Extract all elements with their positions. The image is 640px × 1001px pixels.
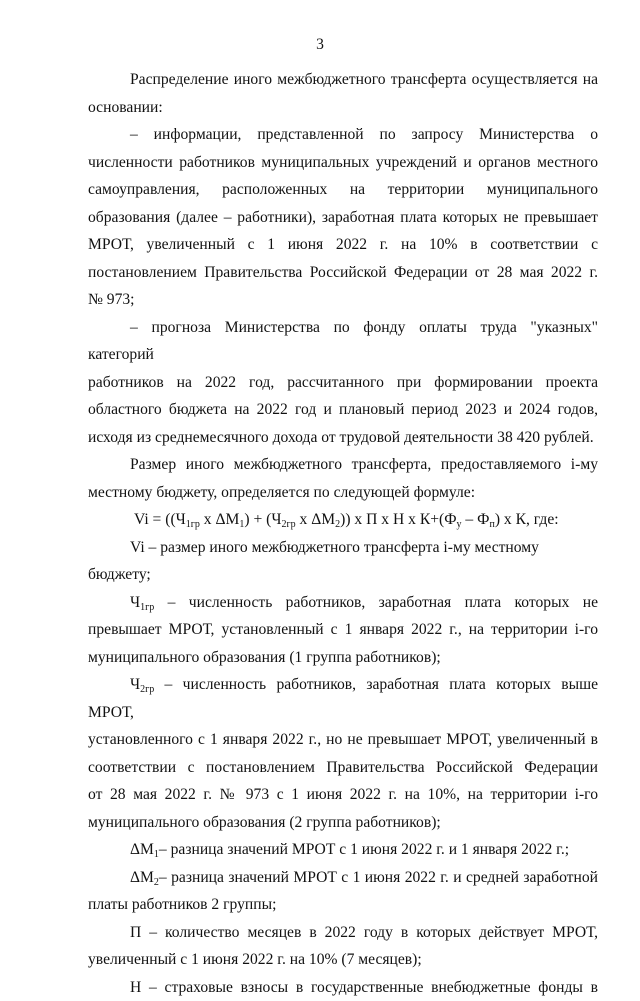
definition-line: превышает МРОТ, установленный с 1 января 2022 г., на территории i-го [88, 616, 598, 644]
paragraph-line: самоуправления, расположенных на территории муниципального [88, 176, 598, 204]
formula-subscript: 2гр [282, 519, 296, 530]
definition-subscript: 1 [154, 849, 159, 860]
formula-part: ) х К, где: [495, 511, 559, 528]
definition-line: муниципального образования (1 группа работников); [88, 644, 598, 672]
definition-line: установленного с 1 января 2022 г., но не превышает МРОТ, увеличенный в [88, 726, 598, 754]
definition-text: – численность работников, заработная плата которых не [154, 594, 598, 611]
document-body [88, 66, 598, 1001]
definition-line: платы работников 2 группы; [88, 891, 598, 919]
definition-line: Vi – размер иного межбюджетного трансферта i-му местному бюджету; [88, 534, 598, 589]
definition-text: – разница значений МРОТ с 1 июня 2022 г. и средней заработной [159, 869, 598, 886]
definition-symbol: Ч [130, 676, 140, 693]
page-number: 3 [0, 36, 640, 54]
formula-part: х ΔМ [296, 511, 336, 528]
definition-subscript: 1гр [140, 602, 154, 613]
formula-part: Vi = ((Ч [134, 511, 186, 528]
definition-line: соответствии с постановлением Правительства Российской Федерации [88, 754, 598, 782]
paragraph-line: исходя из среднемесячного дохода от трудовой деятельности 38 420 рублей. [88, 424, 598, 452]
paragraph-line: образования (далее – работники), заработная плата которых не превышает [88, 204, 598, 232]
definition-subscript: 2 [154, 877, 159, 888]
paragraph-line: работников на 2022 год, рассчитанного при формировании проекта [88, 369, 598, 397]
formula [88, 506, 598, 534]
formula-part: ) + (Ч [244, 511, 281, 528]
definition-line: от 28 мая 2022 г. № 973 с 1 июня 2022 г. на 10%, на территории i-го [88, 781, 598, 809]
definition-symbol: Ч [130, 594, 140, 611]
definition-line [88, 864, 598, 892]
definition-line: Н – страховые взносы в государственные внебюджетные фонды в [88, 974, 598, 1001]
definition-line [88, 836, 598, 864]
paragraph-line: основании: [88, 94, 598, 122]
formula-subscript: у [457, 519, 462, 530]
paragraph-line: численности работников муниципальных учреждений и органов местного [88, 149, 598, 177]
definition-subscript: 2гр [140, 684, 154, 695]
paragraph-line: – прогноза Министерства по фонду оплаты труда "указных" категорий [88, 314, 598, 369]
formula-subscript: п [489, 519, 494, 530]
formula-subscript: 1гр [186, 519, 200, 530]
formula-part: х ΔМ [200, 511, 240, 528]
definition-text: – численность работников, заработная плата которых выше МРОТ, [88, 676, 598, 721]
paragraph-line: Распределение иного межбюджетного трансферта осуществляется на [88, 66, 598, 94]
paragraph-line: Размер иного межбюджетного трансферта, предоставляемого i-му [88, 451, 598, 479]
definition-line: П – количество месяцев в 2022 году в которых действует МРОТ, [88, 919, 598, 947]
definition-symbol: ΔМ [130, 869, 154, 886]
paragraph-line: областного бюджета на 2022 год и плановый период 2023 и 2024 годов, [88, 396, 598, 424]
paragraph-line: постановлением Правительства Российской Федерации от 28 мая 2022 г. [88, 259, 598, 287]
paragraph-line: местному бюджету, определяется по следующей формуле: [88, 479, 598, 507]
formula-part: )) х П х Н х К+(Ф [340, 511, 456, 528]
definition-line [88, 589, 598, 617]
paragraph-line: – информации, представленной по запросу Министерства о [88, 121, 598, 149]
definition-line: увеличенный с 1 июня 2022 г. на 10% (7 месяцев); [88, 946, 598, 974]
definition-symbol: ΔМ [130, 841, 154, 858]
formula-subscript: 2 [335, 519, 340, 530]
formula-part: – Ф [462, 511, 490, 528]
paragraph-line: № 973; [88, 286, 598, 314]
formula-subscript: 1 [239, 519, 244, 530]
definition-text: – разница значений МРОТ с 1 июня 2022 г. и 1 января 2022 г.; [159, 841, 569, 858]
paragraph-line: МРОТ, увеличенный с 1 июня 2022 г. на 10% в соответствии с [88, 231, 598, 259]
definition-line [88, 671, 598, 726]
definition-line: муниципального образования (2 группа работников); [88, 809, 598, 837]
